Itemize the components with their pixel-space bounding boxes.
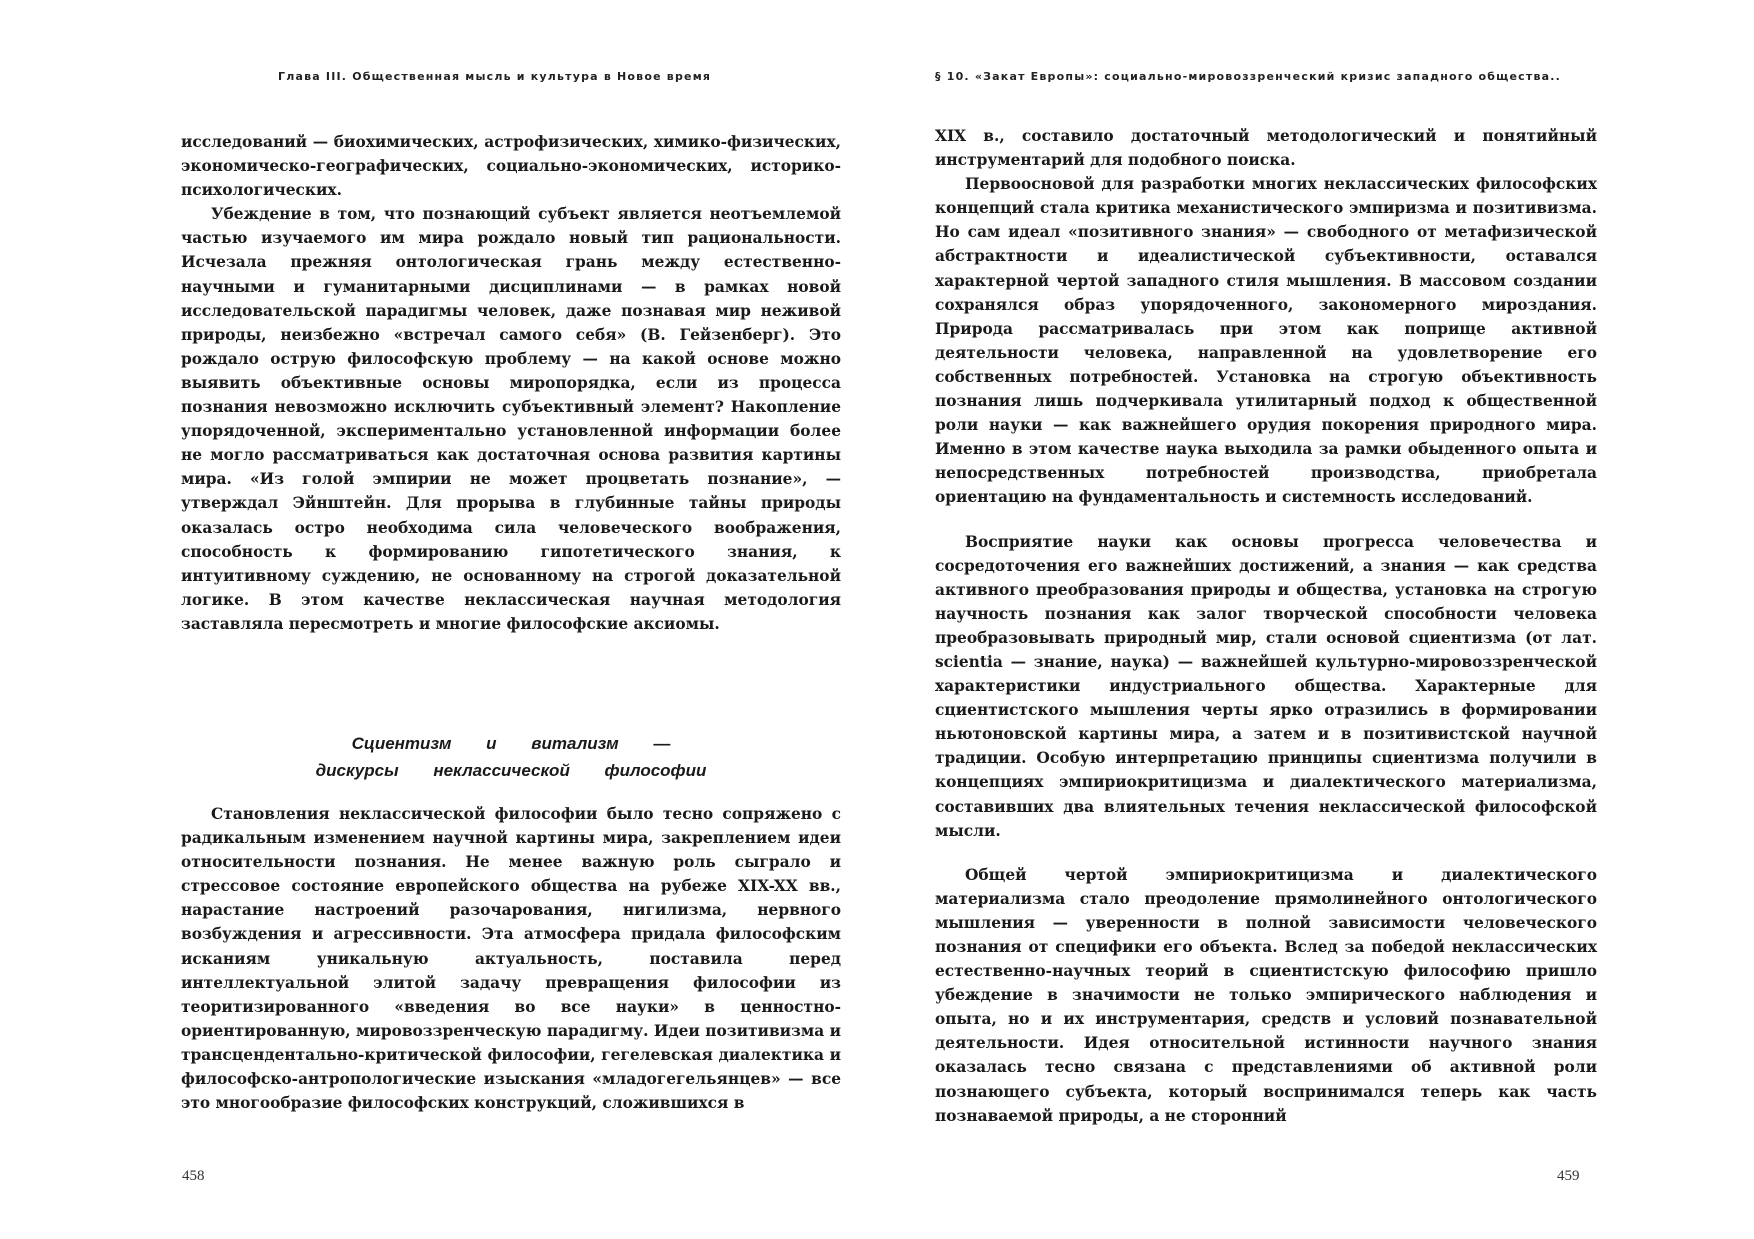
paragraph: Первоосновой для разработки многих неклассических философских концепций стала критика механистического эмпиризма и позитивизма. Но сам идеал «позитивного знания» — свободного от метафизической абстрактности и идеалистической субъективности, оставался характерной чертой западного стиля мышления. В массовом создании сохранялся образ упорядоченного, закономерного мироздания. Природа рассматривалась при этом как поприще активной деятельности человека, направленной на удовлетворение его собственных потребностей. Установка на строгую объективность познания лишь подчеркивала утилитарный подход к общественной роли науки — как важнейшего орудия покорения природного мира. Именно в этом качестве наука выходила за рамки обыденного опыта и непосредственных потребностей производства, приобретала ориентацию на фундаментальность и системность исследований.	[935, 175, 1597, 507]
paragraph: Становления неклассической философии было тесно сопряжено с радикальным изменением научной картины мира, закреплением идеи относительности познания. Не менее важную роль сыграло и стрессовое состояние европейского общества на рубеже XIX-XX вв., нарастание настроений разочарования, нигилизма, нервного возбуждения и агрессивности. Эта атмосфера придала философским исканиям уникальную актуальность, поставила перед интеллектуальной элитой задачу превращения философии из теоритизированного «введения во все науки» в ценностно-ориентированную, мировоззренческую парадигму. Идеи позитивизма и трансцендентально-критической философии, гегелевская диалектика и философско-антропологические изыскания «младогегельянцев» — все это многообразие философских конструкций, сложившихся в	[181, 805, 841, 1113]
section-heading-line-2: дискурсы неклассической философии	[315, 761, 707, 780]
paragraph: исследований — биохимических, астрофизических, химико-физических, экономическо-географических, социально-экономических, историко-психологических.	[181, 133, 841, 200]
paragraph: Общей чертой эмпириокритицизма и диалектического материализма стало преодоление прямолинейного онтологического мышления — уверенности в полной зависимости человеческого познания от специфики его объекта. Вслед за победой неклассических естественно-научных теорий в сциентистскую философию пришло убеждение в значимости не только эмпирического наблюдения и опыта, но и их инструментария, средств и условий познавательной деятельности. Идея относительной истинности научного знания оказалась тесно связана с представлениями об активной роли познающего субъекта, который воспринимался теперь как часть познаваемой природы, а не сторонний	[935, 865, 1597, 1125]
left-text-block-bottom	[181, 802, 841, 1115]
page-number-left: 458	[182, 1168, 205, 1184]
right-text-block	[935, 124, 1597, 1128]
section-heading	[181, 730, 841, 784]
paragraph: Убеждение в том, что познающий субъект является неотъемлемой частью изучаемого им мира рождало новый тип рациональности. Исчезала прежняя онтологическая грань между естественно-научными и гуманитарными дисциплинами — в рамках новой исследовательской парадигмы человек, даже познавая мир неживой природы, неизбежно «встречал самого себя» (В. Гейзенберг). Это рождало острую философскую проблему — на какой основе можно выявить объективные основы миропорядка, если из процесса познания невозможно исключить субъективный элемент? Накопление упорядоченной, экспериментально установленной информации более не могло рассматриваться как достаточная основа развития картины мира. «Из голой эмпирии не может процветать познание», — утверждал Эйнштейн. Для прорыва в глубинные тайны природы оказалась остро необходима сила человеческого воображения, способность к формированию гипотетического знания, к интуитивному суждению, не основанному на строгой доказательной логике. В этом качестве неклассическая научная методология заставляла пересмотреть и многие философские аксиомы.	[181, 205, 841, 633]
left-text-block-top	[181, 130, 841, 636]
right-page	[877, 0, 1754, 1239]
left-running-head: Глава III. Общественная мысль и культура в Новое время	[278, 70, 712, 83]
paragraph: XIX в., составило достаточный методологический и понятийный инструментарий для подобного поиска.	[935, 127, 1597, 170]
paragraph: Восприятие науки как основы прогресса человечества и сосредоточения его важнейших достижений, а знания — как средства активного преобразования природы и общества, установка на строгую научность познания как залог творческой способности человека преобразовывать природный мир, стали основой сциентизма (от лат. scientia — знание, наука) — важнейшей культурно-мировоззренческой характеристики индустриального общества. Характерные для сциентистского мышления черты ярко отразились в формировании ньютоновской картины мира, а затем и в позитивистской научной традиции. Особую интерпретацию принципы сциентизма получили в концепциях эмпириокритицизма и диалектического материализма, составивших два влиятельных течения неклассической философской мысли.	[935, 532, 1597, 840]
page-number-right: 459	[1557, 1168, 1580, 1184]
section-heading-line-1: Сциентизм и витализм —	[351, 734, 671, 753]
right-running-head: § 10. «Закат Европы»: социально-мировоззренческий кризис западного общества..	[935, 70, 1561, 83]
